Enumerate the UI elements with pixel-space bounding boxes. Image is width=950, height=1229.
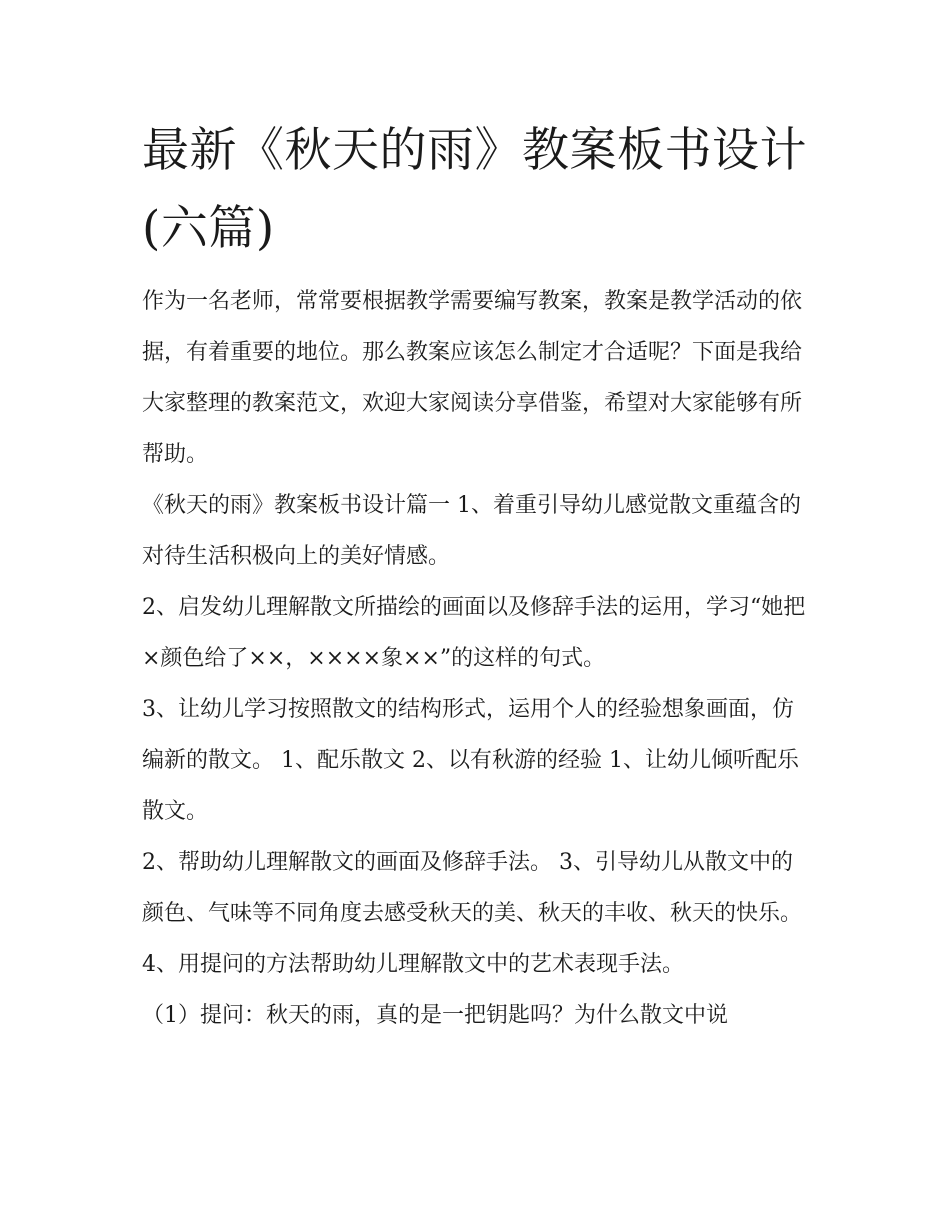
- paragraph-goal-3: 3、让幼儿学习按照散文的结构形式，运用个人的经验想象画面，仿编新的散文。 1、配乐散文 2、以有秋游的经验 1、让幼儿倾听配乐散文。: [142, 697, 799, 824]
- document-body: [142, 276, 812, 1041]
- paragraph-step-2: 2、帮助幼儿理解散文的画面及修辞手法。 3、引导幼儿从散文中的颜色、气味等不同角度去感受秋天的美、秋天的丰收、秋天的快乐。: [142, 850, 803, 926]
- paragraph-intro: 作为一名老师，常常要根据教学需要编写教案，教案是教学活动的依据，有着重要的地位。那么教案应该怎么制定才合适呢？下面是我给大家整理的教案范文，欢迎大家阅读分享借鉴，希望对大家能够有所帮助。: [142, 289, 803, 467]
- paragraph-question-1: （1）提问：秋天的雨，真的是一把钥匙吗？为什么散文中说: [142, 1003, 728, 1028]
- document-page: [142, 112, 812, 1041]
- document-title: 最新《秋天的雨》教案板书设计(六篇): [142, 123, 807, 256]
- paragraph-goal-2: 2、启发幼儿理解散文所描绘的画面以及修辞手法的运用，学习“她把×颜色给了××，××××象××”的这样的句式。: [142, 595, 806, 671]
- paragraph-step-4: 4、用提问的方法帮助幼儿理解散文中的艺术表现手法。: [142, 952, 684, 977]
- paragraph-section-one: 《秋天的雨》教案板书设计篇一 1、着重引导幼儿感觉散文重蕴含的对待生活积极向上的美好情感。: [142, 493, 801, 569]
